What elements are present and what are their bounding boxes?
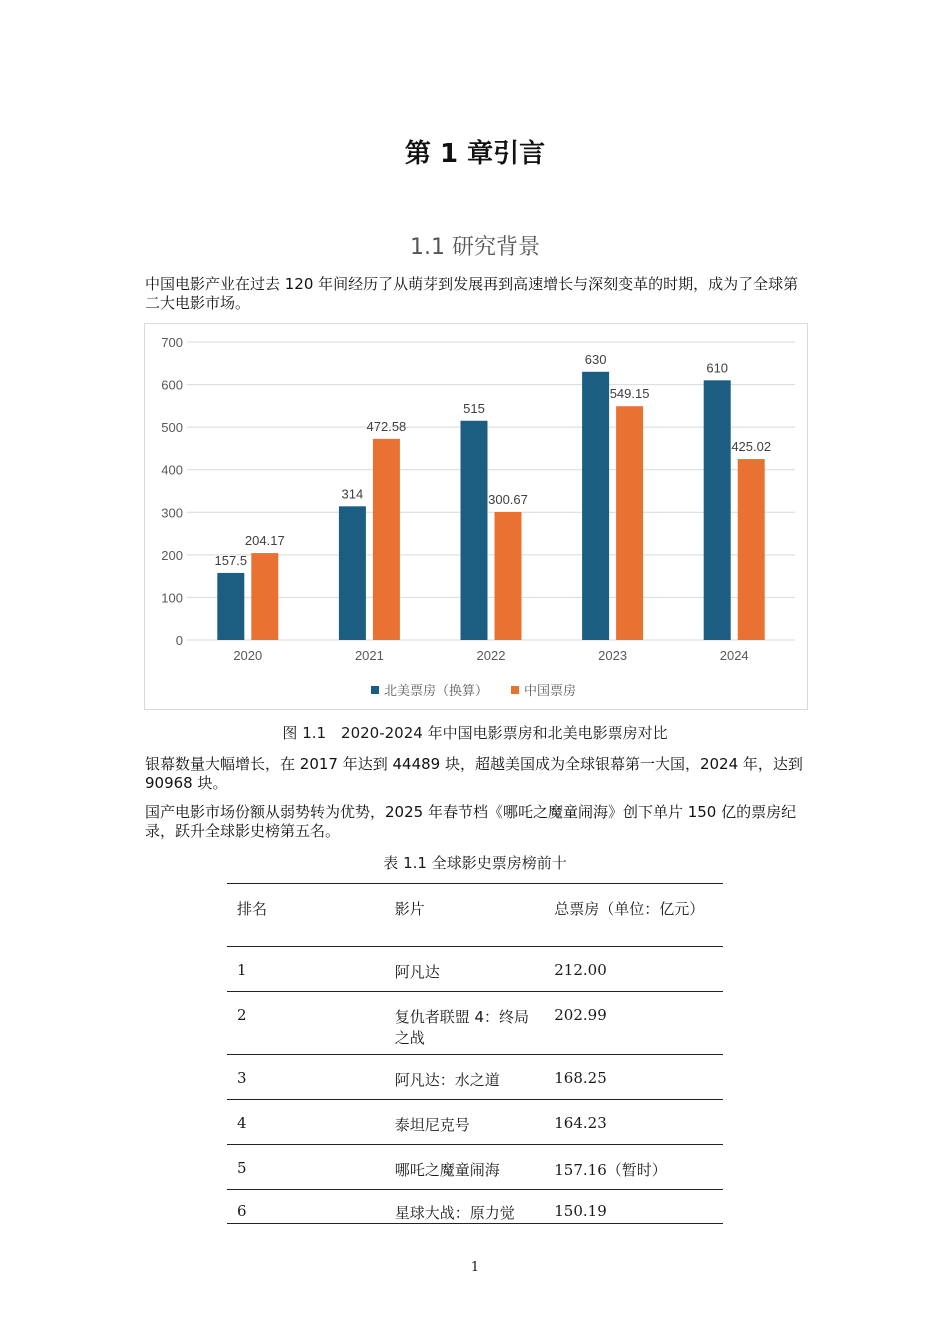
page-number: 1 xyxy=(470,1260,480,1275)
cell-film: 阿凡达 xyxy=(385,947,545,992)
data-label: 610 xyxy=(706,360,729,376)
x-tick-label: 2021 xyxy=(354,648,384,663)
section-title: 1.1 研究背景 xyxy=(410,235,540,260)
legend-swatch xyxy=(511,686,519,694)
y-tick-label: 100 xyxy=(161,590,183,606)
x-tick-label: 2022 xyxy=(476,648,506,663)
header-film: 影片 xyxy=(385,884,545,947)
box-office-ranking-table xyxy=(227,883,723,1224)
cell-gross: 157.16（暂时） xyxy=(544,1145,723,1190)
cell-rank: 2 xyxy=(227,992,385,1055)
y-tick-label: 500 xyxy=(161,420,183,436)
bar xyxy=(582,372,609,640)
y-tick-label: 0 xyxy=(175,633,183,648)
cell-rank: 4 xyxy=(227,1100,385,1145)
legend-swatch xyxy=(371,686,379,694)
bar xyxy=(704,380,731,640)
bar xyxy=(461,421,488,640)
cell-gross: 164.23 xyxy=(544,1100,723,1145)
data-label: 630 xyxy=(584,351,607,367)
x-tick-label: 2020 xyxy=(233,648,263,663)
data-label: 425.02 xyxy=(731,439,772,455)
chapter-title: 第 1 章引言 xyxy=(404,139,546,169)
data-label: 515 xyxy=(463,400,485,416)
table-row xyxy=(227,1145,723,1190)
bar xyxy=(373,439,400,640)
bar xyxy=(738,459,765,640)
legend-label: 北美票房（换算） xyxy=(384,684,489,699)
y-tick-label: 600 xyxy=(161,377,183,393)
cell-film: 泰坦尼克号 xyxy=(385,1100,545,1145)
y-tick-label: 700 xyxy=(161,335,183,350)
y-tick-label: 300 xyxy=(161,505,183,521)
data-label: 549.15 xyxy=(609,386,650,402)
cell-film: 复仇者联盟 4：终局之战 xyxy=(385,992,545,1055)
legend-label: 中国票房 xyxy=(524,684,577,699)
cell-film: 星球大战：原力觉 xyxy=(385,1190,545,1224)
data-label: 314 xyxy=(341,486,364,502)
bar xyxy=(217,573,244,640)
cell-film: 阿凡达：水之道 xyxy=(385,1055,545,1100)
y-tick-label: 200 xyxy=(161,547,183,563)
header-rank: 排名 xyxy=(227,884,385,947)
paragraph-market-share: 国产电影市场份额从弱势转为优势，2025 年春节档《哪吒之魔童闹海》创下单片 150 亿的票房纪录，跃升全球影史榜第五名。 xyxy=(145,803,797,840)
figure-caption: 图 1.1 2020-2024 年中国电影票房和北美电影票房对比 xyxy=(282,724,668,742)
paragraph-screens: 银幕数量大幅增长，在 2017 年达到 44489 块，超越美国成为全球银幕第一大国，2024 年，达到 90968 块。 xyxy=(145,755,803,792)
chart-canvas xyxy=(145,324,807,709)
paragraph-market-history: 中国电影产业在过去 120 年间经历了从萌芽到发展再到高速增长与深刻变革的时期，成为了全球第二大电影市场。 xyxy=(145,275,799,312)
cell-rank: 6 xyxy=(227,1190,385,1224)
data-label: 472.58 xyxy=(366,418,407,434)
cell-rank: 3 xyxy=(227,1055,385,1100)
bar xyxy=(495,512,522,640)
cell-rank: 1 xyxy=(227,947,385,992)
bar xyxy=(251,553,278,640)
table-row xyxy=(227,1190,723,1224)
data-label: 157.5 xyxy=(214,552,248,568)
table-row xyxy=(227,992,723,1055)
cell-film: 哪吒之魔童闹海 xyxy=(385,1145,545,1190)
cell-rank: 5 xyxy=(227,1145,385,1190)
cell-gross: 212.00 xyxy=(544,947,723,992)
table-row xyxy=(227,947,723,992)
data-label: 204.17 xyxy=(244,533,285,549)
bar xyxy=(616,406,643,640)
box-office-chart xyxy=(144,323,808,710)
bar xyxy=(339,506,366,640)
cell-gross: 202.99 xyxy=(544,992,723,1055)
data-label: 300.67 xyxy=(488,492,528,508)
header-gross: 总票房（单位：亿元） xyxy=(544,884,723,947)
table-row xyxy=(227,1100,723,1145)
table-row xyxy=(227,1055,723,1100)
table-header-row xyxy=(227,884,723,947)
y-tick-label: 400 xyxy=(161,462,183,478)
x-tick-label: 2023 xyxy=(598,648,628,663)
cell-gross: 150.19 xyxy=(544,1190,723,1224)
cell-gross: 168.25 xyxy=(544,1055,723,1100)
table-caption: 表 1.1 全球影史票房榜前十 xyxy=(383,854,567,872)
x-tick-label: 2024 xyxy=(719,648,749,663)
